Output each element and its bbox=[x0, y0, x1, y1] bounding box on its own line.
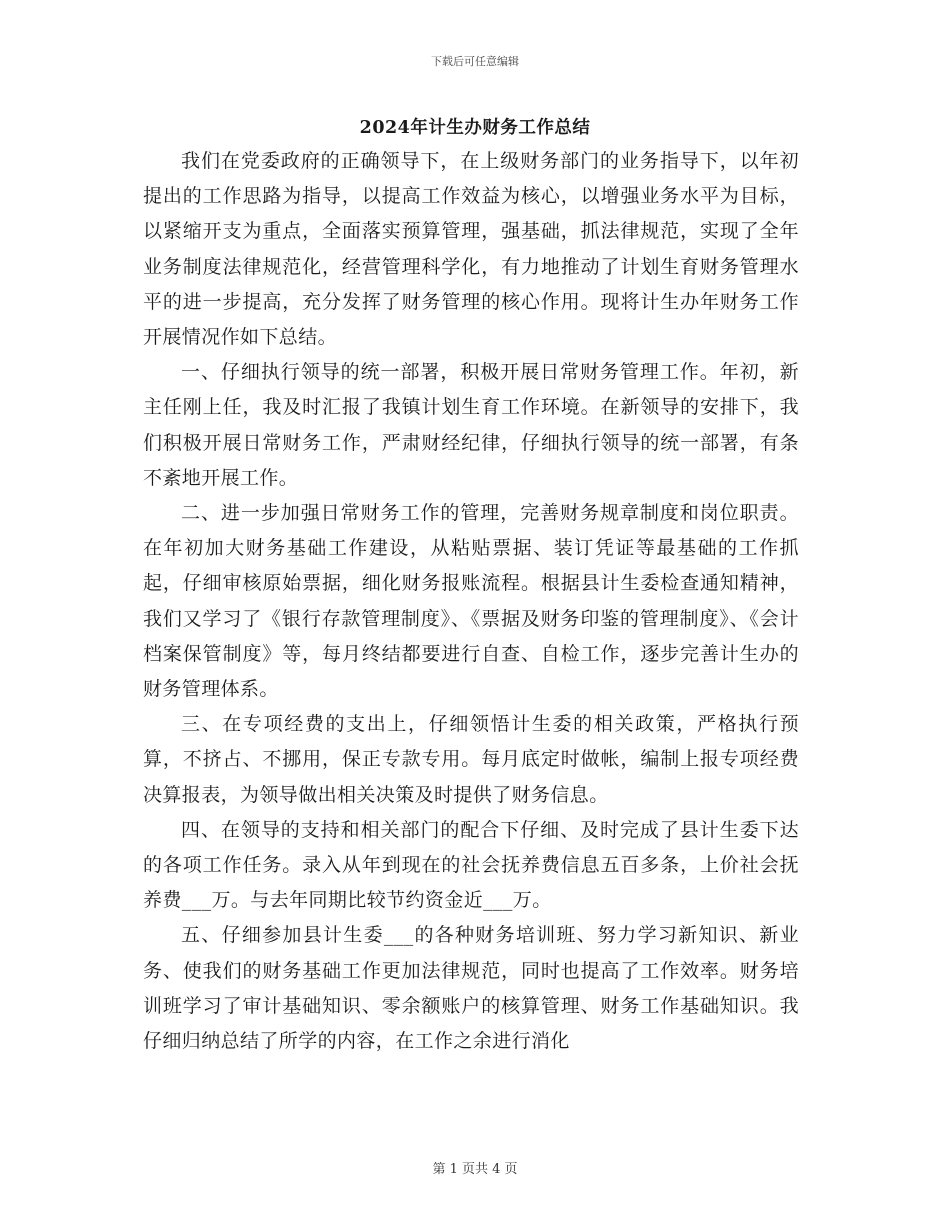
paragraph-intro: 我们在党委政府的正确领导下，在上级财务部门的业务指导下，以年初提出的工作思路为指导，以提高工作效益为核心，以增强业务水平为目标，以紧缩开支为重点，全面落实预算管理，强基础，抓法律规范，实现了全年业务制度法律规范化，经营管理科学化，有力地推动了计划生育财务管理水平的进一步提高，充分发挥了财务管理的核心作用。现将计生办年财务工作开展情况作如下总结。 bbox=[143, 150, 799, 349]
paragraph-section-4: 四、在领导的支持和相关部门的配合下仔细、及时完成了县计生委下达的各项工作任务。录入从年到现在的社会抚养费信息五百多条，上价社会抚养费___万。与去年同期比较节约资金近___万。 bbox=[143, 818, 799, 912]
page-number: 第 1 页共 4 页 bbox=[432, 1162, 518, 1177]
paragraph-section-5: 五、仔细参加县计生委___的各种财务培训班、努力学习新知识、新业务、使我们的财务基础工作更加法律规范，同时也提高了工作效率。财务培训班学习了审计基础知识、零余额账户的核算管理、财务工作基础知识。我仔细归纳总结了所学的内容，在工作之余进行消化 bbox=[143, 924, 799, 1053]
paragraph-section-3: 三、在专项经费的支出上，仔细领悟计生委的相关政策，严格执行预算，不挤占、不挪用，保正专款专用。每月底定时做帐，编制上报专项经费决算报表，为领导做出相关决策及时提供了财务信息。 bbox=[143, 713, 799, 806]
paragraph-section-1: 一、仔细执行领导的统一部署，积极开展日常财务管理工作。年初，新主任刚上任，我及时汇报了我镇计划生育工作环境。在新领导的安排下，我们积极开展日常财务工作，严肃财经纪律，仔细执行领导的统一部署，有条不紊地开展工作。 bbox=[143, 361, 799, 489]
page-header-note: 下载后可任意编辑 bbox=[431, 55, 519, 68]
paragraph-section-2: 二、进一步加强日常财务工作的管理，完善财务规章制度和岗位职责。在年初加大财务基础工作建设，从粘贴票据、装订凭证等最基础的工作抓起，仔细审核原始票据，细化财务报账流程。根据县计生委检查通知精神，我们又学习了《银行存款管理制度》、《票据及财务印鉴的管理制度》、《会计档案保管制度》等，每月终结都要进行自查、自检工作，逐步完善计生办的财务管理体系。 bbox=[143, 502, 799, 701]
document-title: 2024年计生办财务工作总结 bbox=[359, 118, 591, 138]
document-body bbox=[143, 144, 799, 1059]
